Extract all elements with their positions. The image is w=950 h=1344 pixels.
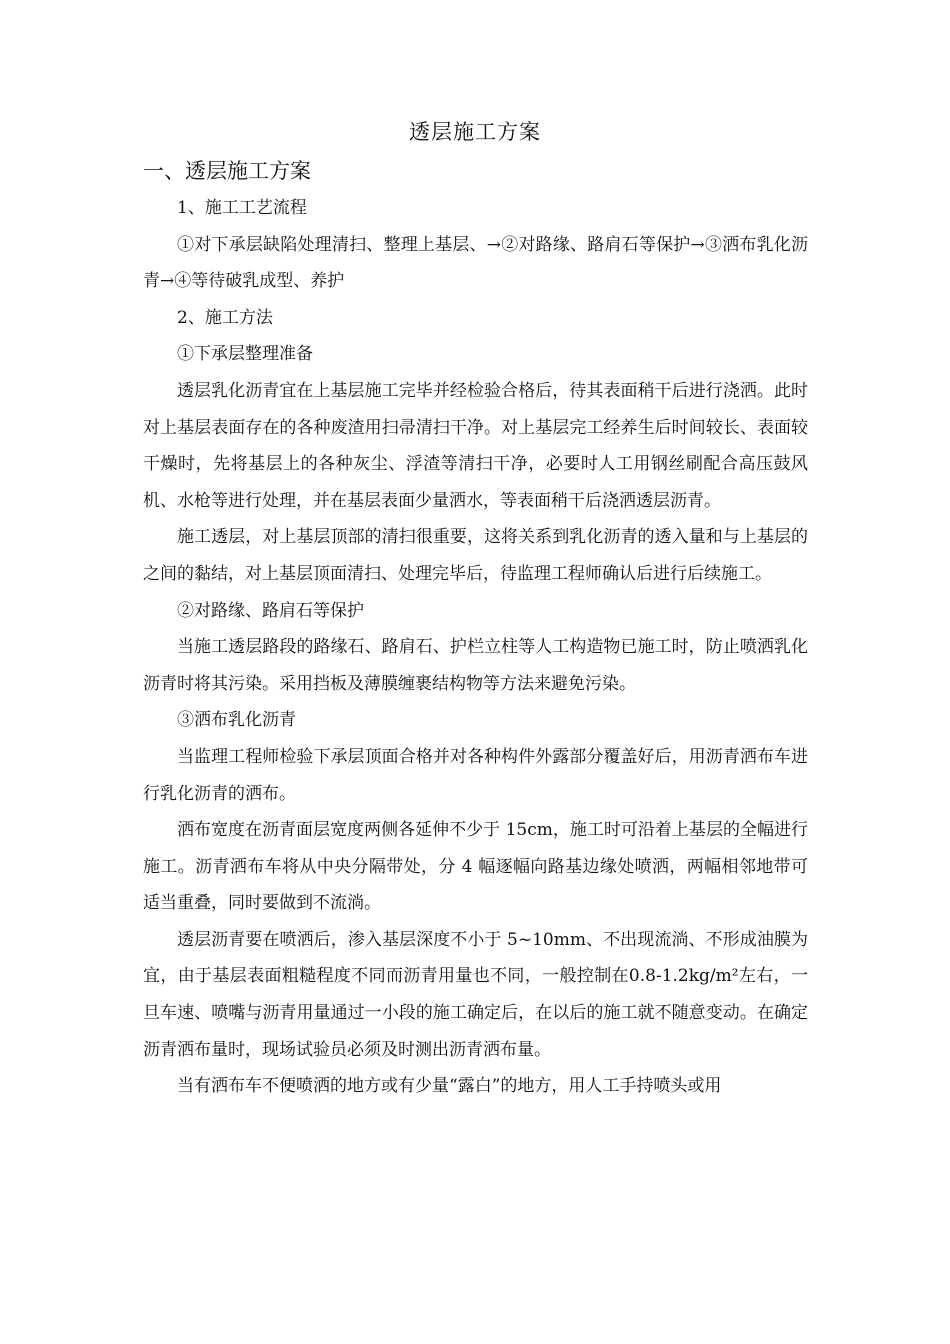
paragraph-substrate-prep: 透层乳化沥青宜在上基层施工完毕并经检验合格后，待其表面稍干后进行浇洒。此时对上基层表面存在的各种废渣用扫帚清扫干净。对上基层完工经养生后时间较长、表面较干燥时，先将基层上的各种灰尘、浮渣等清扫干净，必要时人工用钢丝刷配合高压鼓风机、水枪等进行处理，并在基层表面少量洒水，等表面稍干后浇洒透层沥青。 (143, 380, 808, 511)
paragraph-substrate-heading: ①下承层整理准备 (177, 344, 313, 365)
paragraph-cleaning-importance: 施工透层，对上基层顶部的清扫很重要，这将关系到乳化沥青的透入量和与上基层的之间的黏结，对上基层顶面清扫、处理完毕后，待监理工程师确认后进行后续施工。 (143, 527, 808, 584)
document-body (143, 190, 808, 1105)
document-title: 透层施工方案 (409, 120, 541, 144)
paragraph-method-heading: 2、施工方法 (177, 307, 273, 328)
paragraph-spraying-rate: 透层沥青要在喷洒后，渗入基层深度不小于 5~10mm、不出现流淌、不形成油膜为宜，由于基层表面粗糙程度不同而沥青用量也不同，一般控制在0.8-1.2kg/m²左右，一旦车速、喷嘴与沥青用量通过一小段的施工确定后，在以后的施工就不随意变动。在确定沥青洒布量时，现场试验员必须及时测出沥青洒布量。 (143, 929, 808, 1060)
paragraph-process-flow: ①对下承层缺陷处理清扫、整理上基层、→②对路缘、路肩石等保护→③洒布乳化沥青→④等待破乳成型、养护 (143, 234, 808, 292)
paragraph-protection-text: 当施工透层路段的路缘石、路肩石、护栏立柱等人工构造物已施工时，防止喷洒乳化沥青时将其污染。采用挡板及薄膜缠裹结构物等方法来避免污染。 (143, 637, 808, 694)
paragraph-spraying-width: 洒布宽度在沥青面层宽度两侧各延伸不少于 15cm，施工时可沿着上基层的全幅进行施工。沥青洒布车将从中央分隔带处，分 4 幅逐幅向路基边缘处喷洒，两幅相邻地带可适当重叠，同时要做到不流淌。 (143, 820, 808, 914)
paragraph-manual-spraying: 当有洒布车不便喷洒的地方或有少量“露白”的地方，用人工手持喷头或用 (177, 1076, 722, 1097)
paragraph-protection-heading: ②对路缘、路肩石等保护 (177, 600, 364, 621)
paragraph-spraying-heading: ③洒布乳化沥青 (177, 710, 296, 731)
paragraph-spraying-inspection: 当监理工程师检验下承层顶面合格并对各种构件外露部分覆盖好后，用沥青洒布车进行乳化沥青的洒布。 (143, 746, 808, 804)
section-heading: 一、透层施工方案 (143, 159, 311, 183)
paragraph-process-heading: 1、施工工艺流程 (177, 198, 307, 218)
